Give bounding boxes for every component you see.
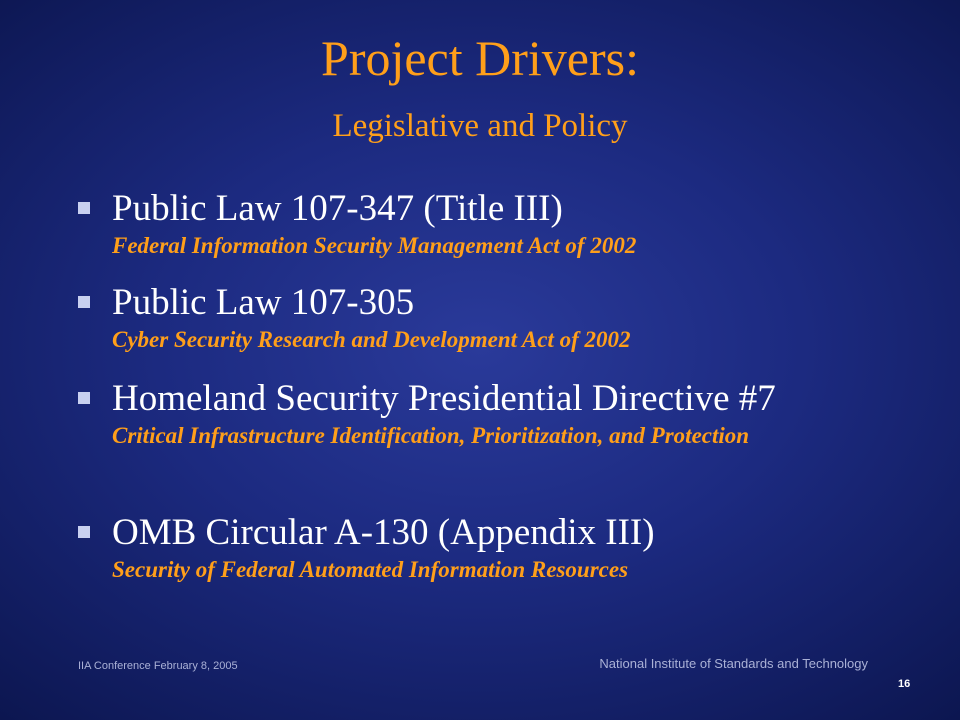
bullet-item <box>78 188 898 262</box>
bullet-item <box>78 378 898 452</box>
bullet-main-text: Public Law 107-347 (Title III) <box>112 188 563 229</box>
slide-subtitle: Legislative and Policy <box>332 108 628 144</box>
bullet-item <box>78 512 898 586</box>
footer-conference: IIA Conference February 8, 2005 <box>78 660 238 672</box>
bullet-main-text: Homeland Security Presidential Directive #7 <box>112 378 776 419</box>
footer-organization: National Institute of Standards and Technology <box>599 656 868 671</box>
bullet-sub-text: Cyber Security Research and Development Act of 2002 <box>112 327 631 352</box>
square-bullet-icon <box>78 392 90 404</box>
square-bullet-icon <box>78 296 90 308</box>
square-bullet-icon <box>78 526 90 538</box>
slide-title: Project Drivers: <box>321 30 639 86</box>
bullet-main-text: Public Law 107-305 <box>112 282 415 323</box>
square-bullet-icon <box>78 202 90 214</box>
bullet-main-text: OMB Circular A-130 (Appendix III) <box>112 512 655 553</box>
bullet-sub-text: Security of Federal Automated Information Resources <box>112 557 629 582</box>
page-number: 16 <box>898 678 911 690</box>
bullet-item <box>78 282 898 356</box>
bullet-sub-text: Critical Infrastructure Identification, Prioritization, and Protection <box>112 423 750 448</box>
bullet-sub-text: Federal Information Security Management Act of 2002 <box>112 233 637 258</box>
